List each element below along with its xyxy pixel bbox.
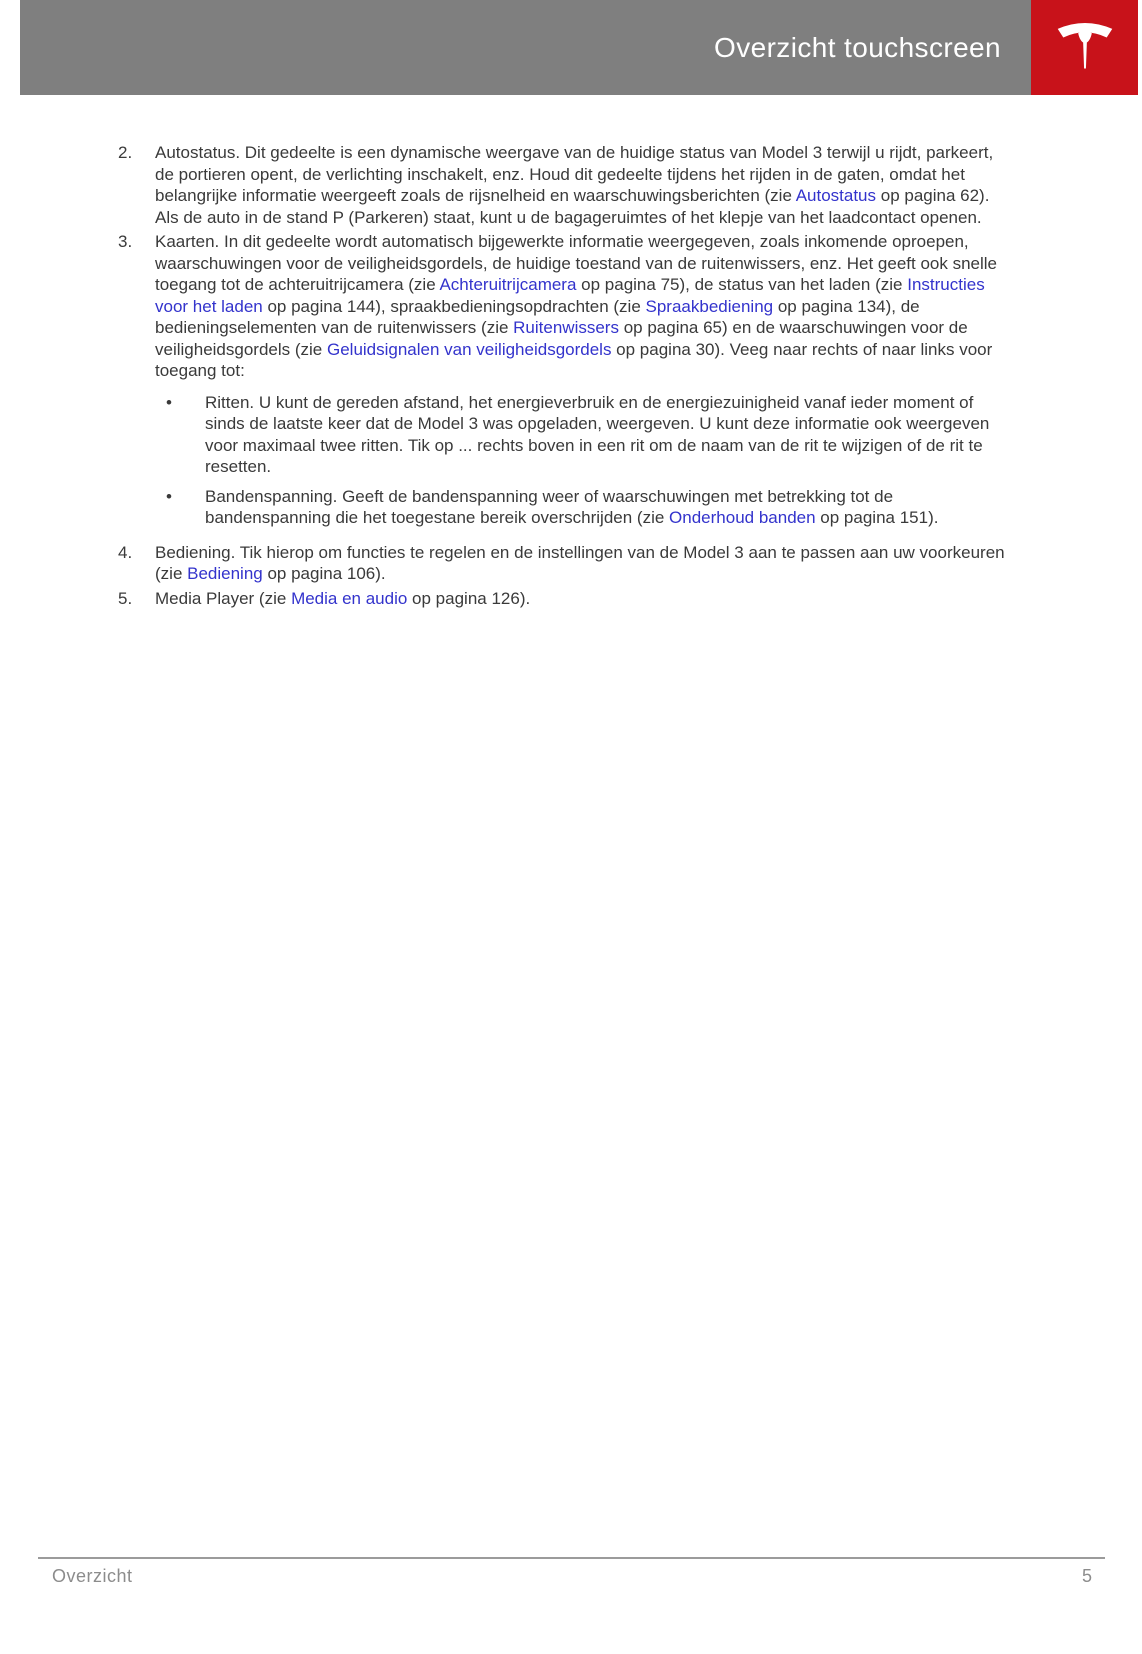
body-text: op pagina 144), spraakbedieningsopdrachten (zie: [262, 296, 646, 316]
list-item-body: [155, 588, 1005, 610]
footer-section-label: Overzicht: [52, 1566, 133, 1586]
cross-reference-link[interactable]: Geluidsignalen van veiligheidsgordels: [326, 339, 612, 359]
list-item-number: 5.: [118, 588, 133, 608]
body-text: op pagina 126).: [407, 588, 531, 608]
tesla-logo-box: [1031, 0, 1138, 95]
paragraph: [155, 231, 1005, 382]
list-item: [118, 588, 1005, 610]
list-item-number: 3.: [118, 232, 133, 251]
footer-divider: [38, 1557, 1105, 1559]
tesla-logo-icon: [1054, 12, 1116, 83]
list-item-body: [155, 231, 1005, 539]
bullet-item: [155, 486, 1005, 529]
cross-reference-link[interactable]: Instructies voor het laden: [155, 275, 985, 316]
paragraph: [155, 588, 1005, 610]
body-text: op pagina 151).: [815, 508, 939, 527]
bullet-icon: •: [166, 486, 172, 506]
body-text: Media Player (zie: [155, 588, 292, 608]
body-text: op pagina 134), de bedieningselementen van de ruitenwissers (zie: [155, 296, 920, 337]
body-text: Autostatus. Dit gedeelte is een dynamische weergave van de huidige status van Model 3 terwijl u rijdt, parkeert, de portieren opent, de verlichting inschakelt, enz. Houd dit gedeelte tijdens het rijden in de gaten, omdat het belangrijke informatie weergeeft zoals de rijsnelheid en waarschuwingsberichten (zie: [155, 143, 994, 205]
page-title: Overzicht touchscreen: [714, 31, 1001, 63]
body-text: Ritten. U kunt de gereden afstand, het energieverbruik en de energiezuinigheid vanaf ieder moment of sinds de laatste keer dat de Model 3 was opgeladen, weergeven. U kunt deze informatie ook weergeven voor maximaal twee ritten. Tik op ... rechts boven in een rit om de naam van de rit te wijzigen of de rit te resetten.: [205, 392, 990, 476]
body-text: Bediening. Tik hierop om functies te regelen en de instellingen van de Model 3 aan te passen aan uw voorkeuren (zie: [155, 542, 1005, 583]
bullet-list: [155, 392, 1005, 529]
cross-reference-link[interactable]: Spraakbediening: [645, 296, 774, 316]
cross-reference-link[interactable]: Achteruitrijcamera: [439, 275, 577, 294]
body-text: op pagina 30). Veeg naar rechts of naar links voor toegang tot:: [155, 339, 993, 380]
bullet-icon: •: [166, 392, 172, 412]
paragraph: [205, 392, 1005, 478]
cross-reference-link[interactable]: Ruitenwissers: [513, 318, 619, 337]
page-header: [20, 0, 1031, 95]
body-text: Kaarten. In dit gedeelte wordt automatisch bijgewerkte informatie weergegeven, zoals inkomende oproepen, waarschuwingen voor de veiligheidsgordels, de huidige toestand van de ruitenwissers, enz. Het geeft ook snelle toegang tot de achteruitrijcamera (zie: [155, 232, 998, 294]
list-item: [118, 231, 1005, 539]
list-item: [118, 542, 1005, 585]
paragraph: [205, 486, 1005, 529]
cross-reference-link[interactable]: Media en audio: [291, 588, 408, 608]
list-item-body: [155, 542, 1005, 585]
manual-list: [118, 142, 1005, 609]
paragraph: [155, 542, 1005, 585]
cross-reference-link[interactable]: Bediening: [187, 564, 263, 583]
body-text: Bandenspanning. Geeft de bandenspanning weer of waarschuwingen met betrekking tot de bandenspanning die het toegestane bereik overschrijden (zie: [205, 486, 894, 527]
paragraph: [155, 142, 1005, 228]
body-text: op pagina 75), de status van het laden (zie: [576, 275, 908, 294]
cross-reference-link[interactable]: Onderhoud banden: [669, 508, 816, 527]
body-text: op pagina 65) en de waarschuwingen voor de veiligheidsgordels (zie: [155, 318, 968, 359]
body-text: op pagina 62). Als de auto in de stand P (Parkeren) staat, kunt u de bagageruimtes of het klepje van het laadcontact openen.: [155, 186, 990, 227]
list-item: [118, 142, 1005, 228]
list-item-body: [155, 142, 1005, 228]
body-text: op pagina 106).: [262, 564, 386, 583]
list-item-number: 4.: [118, 542, 133, 562]
cross-reference-link[interactable]: Autostatus: [795, 186, 877, 205]
list-item-number: 2.: [118, 143, 133, 162]
bullet-item: [155, 392, 1005, 478]
footer-page-number: 5: [1081, 1566, 1092, 1586]
